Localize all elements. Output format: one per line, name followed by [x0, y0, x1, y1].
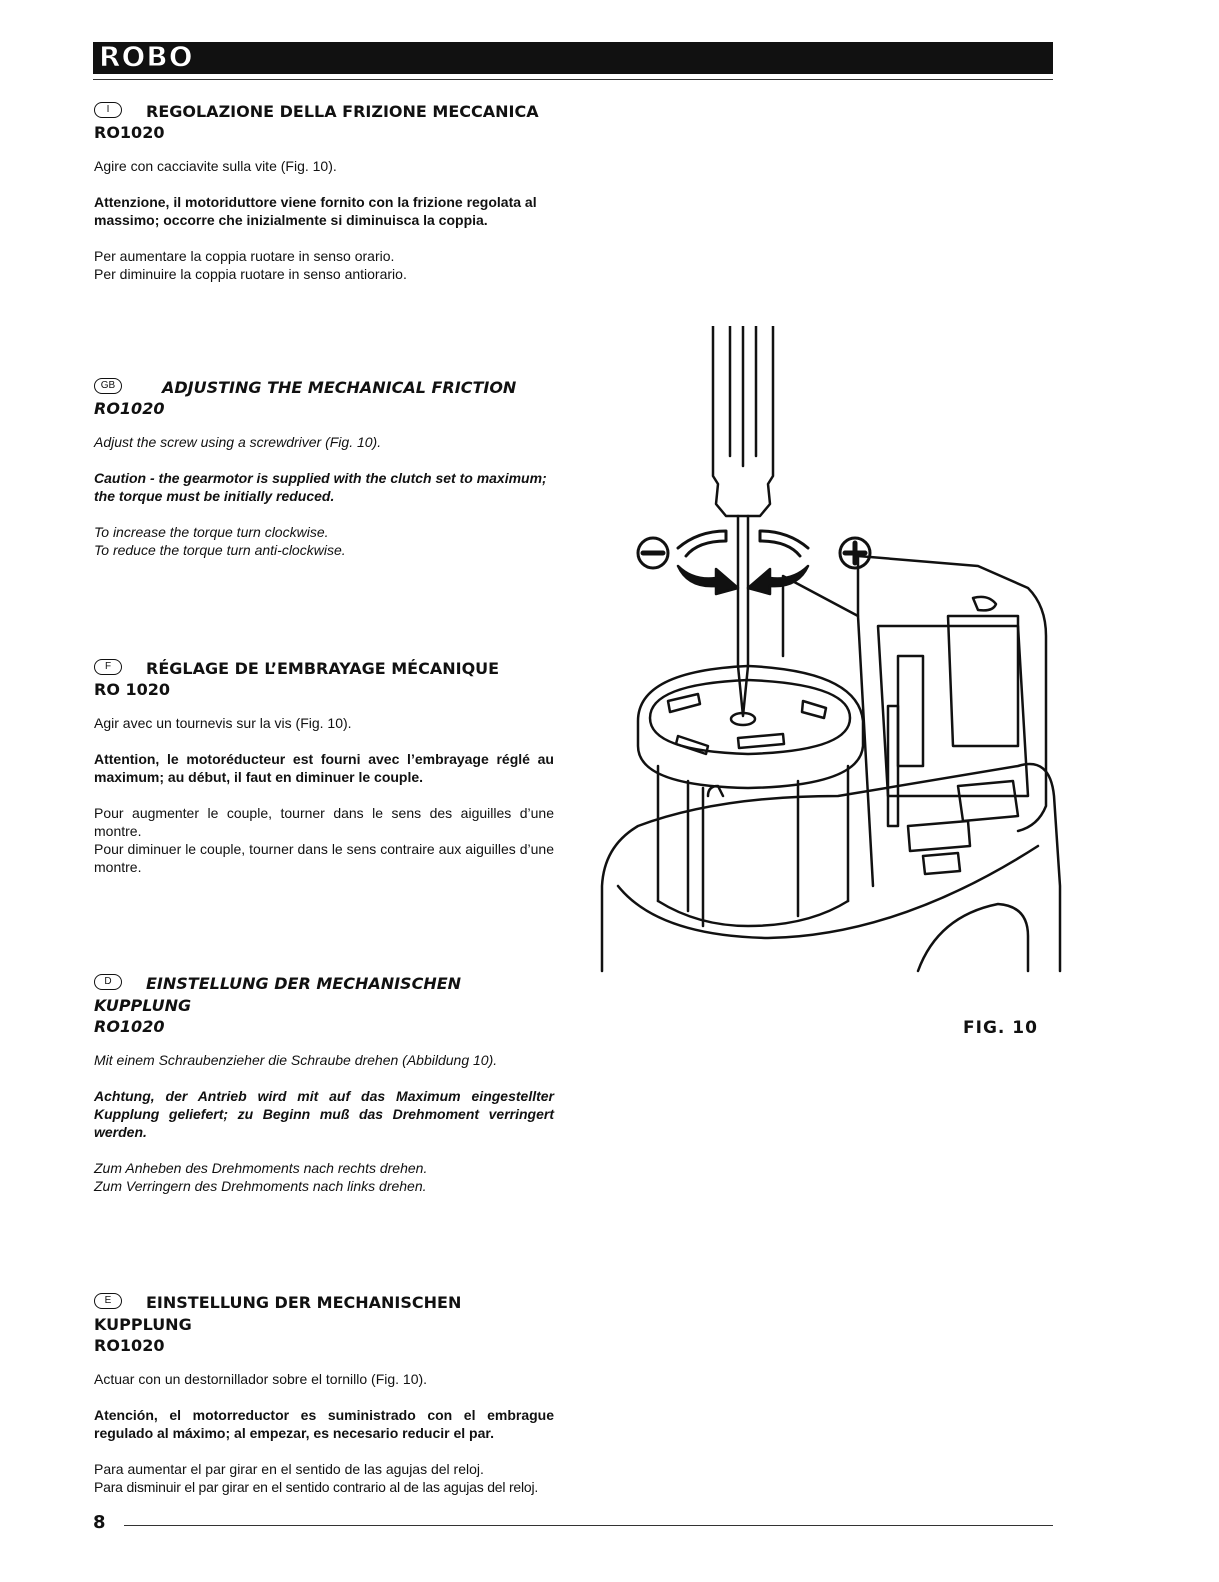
instructions: Per aumentare la coppia ruotare in senso orario. Per diminuire la coppia ruotare in senso antiorario. — [94, 248, 407, 282]
section-french — [94, 657, 554, 894]
language-badge-i: I — [94, 102, 122, 118]
language-badge-f: F — [94, 659, 122, 675]
model-code: RO1020 — [94, 1017, 165, 1036]
instructions: To increase the torque turn clockwise. To reduce the torque turn anti-clockwise. — [94, 524, 346, 558]
model-code: RO1020 — [94, 123, 165, 142]
instructions: Para aumentar el par girar en el sentido de las agujas del reloj. Para disminuir el par girar en el sentido contrario al de las agujas del reloj. — [94, 1461, 539, 1495]
section-italian — [94, 100, 554, 301]
language-badge-d: D — [94, 974, 122, 990]
brand-logo: ROBO — [99, 40, 194, 73]
section-german — [94, 972, 554, 1213]
instructions: Zum Anheben des Drehmoments nach rechts drehen. Zum Verringern des Drehmoments nach links drehen. — [94, 1160, 428, 1194]
page-number: 8 — [93, 1512, 106, 1533]
warning-text: Achtung, der Antrieb wird mit auf das Maximum eingestellter Kupplung geliefert; zu Beginn muß das Drehmoment verringert werden. — [94, 1088, 554, 1140]
intro-text: Actuar con un destornillador sobre el tornillo (Fig. 10). — [94, 1371, 428, 1387]
section-title: I REGOLAZIONE DELLA FRIZIONE MECCANICA RO1020 — [94, 102, 539, 142]
warning-text: Attention, le motoréducteur est fourni avec l’embrayage réglé au maximum; au début, il faut en diminuer le couple. — [94, 751, 554, 785]
warning-text: Attenzione, il motoriduttore viene fornito con la frizione regolata al massimo; occorre che inizialmente si diminuisca la coppia. — [94, 194, 537, 228]
model-code: RO 1020 — [94, 680, 171, 699]
language-badge-e: E — [94, 1293, 122, 1309]
intro-text: Agire con cacciavite sulla vite (Fig. 10). — [94, 158, 337, 174]
section-english — [94, 376, 554, 577]
warning-text: Caution - the gearmotor is supplied with the clutch set to maximum; the torque must be initially reduced. — [94, 470, 547, 504]
footer-rule — [124, 1525, 1053, 1526]
gearmotor-screwdriver-drawing — [598, 326, 1063, 974]
language-badge-gb: GB — [94, 378, 122, 394]
section-title: D EINSTELLUNG DER MECHANISCHEN KUPPLUNG RO1020 — [94, 974, 462, 1036]
figure-caption: FIG. 10 — [963, 1018, 1038, 1038]
section-title: GB ADJUSTING THE MECHANICAL FRICTION RO1020 — [94, 378, 517, 418]
section-title: F RÉGLAGE DE L’EMBRAYAGE MÉCANIQUE RO 1020 — [94, 659, 500, 699]
instructions: Pour augmenter le couple, tourner dans le sens des aiguilles d’une montre. Pour diminuer le couple, tourner dans le sens contraire aux aiguilles d’une montre. — [94, 805, 554, 875]
intro-text: Mit einem Schraubenzieher die Schraube drehen (Abbildung 10). — [94, 1052, 498, 1068]
intro-text: Adjust the screw using a screwdriver (Fig. 10). — [94, 434, 382, 450]
section-spanish — [94, 1291, 554, 1514]
header-rule — [93, 79, 1053, 80]
model-code: RO1020 — [94, 1336, 165, 1355]
model-code: RO1020 — [94, 399, 165, 418]
figure-10-illustration — [598, 326, 1063, 974]
warning-text: Atención, el motorreductor es suministrado con el embrague regulado al máximo; al empezar, es necesario reducir el par. — [94, 1407, 554, 1441]
section-title: E EINSTELLUNG DER MECHANISCHEN KUPPLUNG RO1020 — [94, 1293, 462, 1355]
header-bar — [93, 42, 1053, 74]
intro-text: Agir avec un tournevis sur la vis (Fig. 10). — [94, 715, 352, 731]
